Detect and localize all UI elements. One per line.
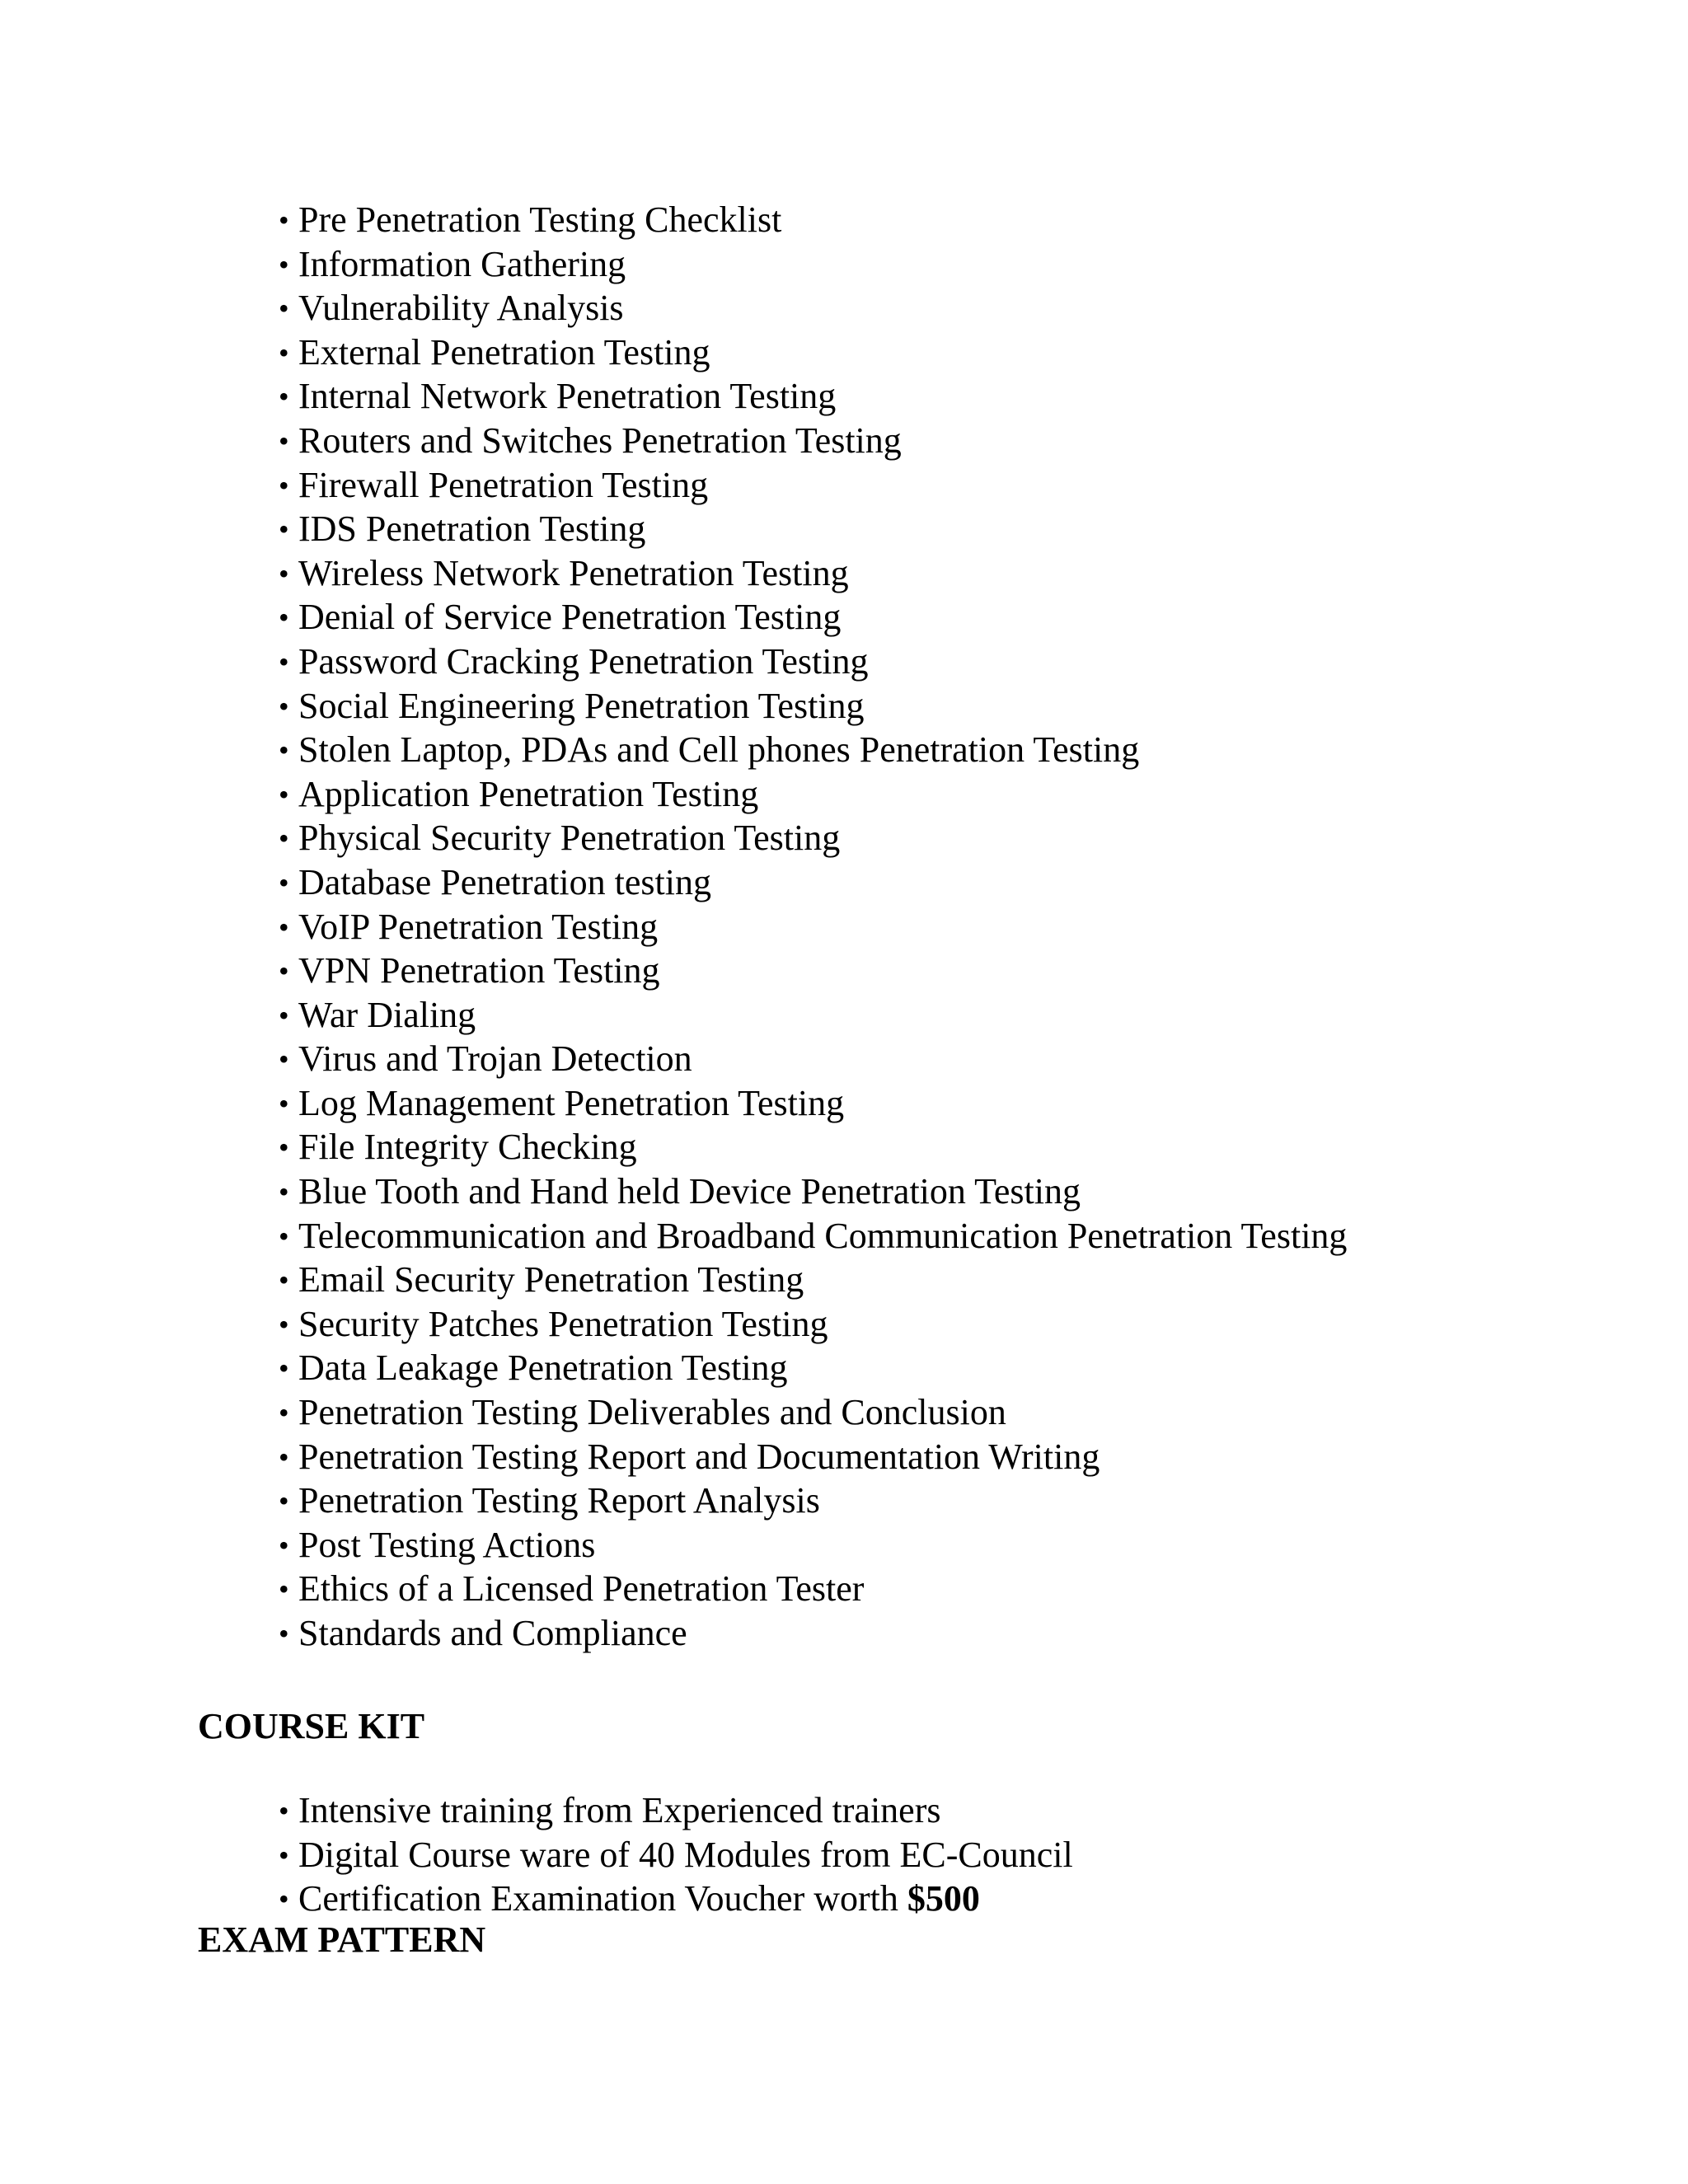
- list-item: [279, 905, 1347, 949]
- bullet-icon: •: [279, 644, 289, 678]
- bullet-icon: •: [279, 247, 289, 281]
- list-item: [279, 1877, 1073, 1921]
- list-item: [279, 1258, 1347, 1302]
- list-item-text: Telecommunication and Broadband Communication Penetration Testing: [298, 1215, 1348, 1256]
- list-item: [279, 1479, 1347, 1523]
- bullet-icon: •: [279, 1794, 289, 1827]
- list-item: [279, 463, 1347, 508]
- course-topics-list: [279, 198, 1347, 1656]
- bullet-icon: •: [279, 1484, 289, 1518]
- list-item: [279, 1037, 1347, 1081]
- bullet-icon: •: [279, 380, 289, 414]
- bullet-icon: •: [279, 733, 289, 767]
- exam-pattern-heading: EXAM PATTERN: [198, 1919, 486, 1960]
- list-item: [279, 1833, 1073, 1877]
- list-item: [279, 772, 1347, 817]
- list-item: [279, 419, 1347, 463]
- bullet-icon: •: [279, 424, 289, 457]
- bullet-icon: •: [279, 1396, 289, 1430]
- bullet-icon: •: [279, 1131, 289, 1165]
- list-item-text: Penetration Testing Report and Documentation Writing: [298, 1436, 1100, 1477]
- list-item-text: Social Engineering Penetration Testing: [298, 685, 865, 726]
- list-item: [279, 551, 1347, 596]
- list-item: [279, 816, 1347, 860]
- list-item: [279, 330, 1347, 375]
- list-item: [279, 993, 1347, 1038]
- list-item: [279, 684, 1347, 729]
- list-item: [279, 507, 1347, 551]
- list-item: [279, 1081, 1347, 1126]
- list-item-text: IDS Penetration Testing: [298, 509, 646, 550]
- list-item-text: External Penetration Testing: [298, 331, 710, 373]
- bullet-icon: •: [279, 1838, 289, 1872]
- bullet-icon: •: [279, 777, 289, 811]
- list-item-text: Routers and Switches Penetration Testing: [298, 419, 902, 461]
- list-item-text: Virus and Trojan Detection: [298, 1038, 692, 1080]
- bullet-icon: •: [279, 1352, 289, 1385]
- bullet-icon: •: [279, 468, 289, 502]
- bullet-icon: •: [279, 865, 289, 899]
- bullet-icon: •: [279, 513, 289, 546]
- list-item-text: Stolen Laptop, PDAs and Cell phones Penetration Testing: [298, 729, 1140, 771]
- bullet-icon: •: [279, 1043, 289, 1076]
- bullet-icon: •: [279, 1617, 289, 1650]
- bullet-icon: •: [279, 335, 289, 369]
- bullet-icon: •: [279, 1572, 289, 1606]
- voucher-amount: $500: [907, 1878, 980, 1919]
- bullet-icon: •: [279, 1263, 289, 1297]
- list-item-text: Data Leakage Penetration Testing: [298, 1347, 788, 1389]
- list-item-text: Pre Penetration Testing Checklist: [298, 199, 782, 240]
- list-item: [279, 1390, 1347, 1435]
- list-item: [279, 1611, 1347, 1656]
- list-item: [279, 595, 1347, 640]
- list-item-text: War Dialing: [298, 994, 476, 1035]
- bullet-icon: •: [279, 822, 289, 855]
- list-item-text: Internal Network Penetration Testing: [298, 376, 837, 417]
- list-item-text: Email Security Penetration Testing: [298, 1259, 804, 1301]
- list-item: [279, 1302, 1347, 1347]
- list-item: [279, 1788, 1073, 1833]
- list-item-text: Post Testing Actions: [298, 1524, 596, 1565]
- list-item-text: Password Cracking Penetration Testing: [298, 640, 869, 682]
- list-item-text: Vulnerability Analysis: [298, 288, 624, 329]
- bullet-icon: •: [279, 1175, 289, 1209]
- list-item-text: Log Management Penetration Testing: [298, 1082, 845, 1123]
- list-item: [279, 949, 1347, 993]
- bullet-icon: •: [279, 954, 289, 988]
- bullet-icon: •: [279, 910, 289, 944]
- list-item-text: Security Patches Penetration Testing: [298, 1303, 828, 1344]
- bullet-icon: •: [279, 204, 289, 237]
- list-item: [279, 860, 1347, 905]
- list-item: [279, 728, 1347, 772]
- bullet-icon: •: [279, 998, 289, 1032]
- bullet-icon: •: [279, 1440, 289, 1474]
- list-item: [279, 1169, 1347, 1214]
- list-item: [279, 286, 1347, 330]
- list-item-text: Penetration Testing Report Analysis: [298, 1480, 820, 1521]
- list-item: [279, 198, 1347, 242]
- list-item-text: Database Penetration testing: [298, 861, 711, 902]
- list-item-text: File Integrity Checking: [298, 1127, 637, 1168]
- list-item-text: Application Penetration Testing: [298, 773, 759, 814]
- list-item-text: Firewall Penetration Testing: [298, 464, 709, 505]
- list-item: [279, 374, 1347, 419]
- list-item-text: Standards and Compliance: [298, 1613, 687, 1653]
- list-item-text: VoIP Penetration Testing: [298, 906, 659, 947]
- bullet-icon: •: [279, 1528, 289, 1562]
- list-item: [279, 1567, 1347, 1611]
- list-item-text: Intensive training from Experienced trainers: [298, 1790, 941, 1830]
- list-item-text: VPN Penetration Testing: [298, 950, 660, 991]
- bullet-icon: •: [279, 292, 289, 326]
- list-item: [279, 640, 1347, 684]
- course-kit-list: [279, 1788, 1073, 1921]
- list-item: [279, 1214, 1347, 1258]
- bullet-icon: •: [279, 689, 289, 723]
- list-item-text: Wireless Network Penetration Testing: [298, 552, 849, 593]
- bullet-icon: •: [279, 1086, 289, 1120]
- list-item: [279, 242, 1347, 287]
- list-item-text: Information Gathering: [298, 243, 626, 284]
- list-item-text: Digital Course ware of 40 Modules from EC-Council: [298, 1834, 1073, 1875]
- list-item: [279, 1523, 1347, 1568]
- bullet-icon: •: [279, 1307, 289, 1341]
- voucher-text: Certification Examination Voucher worth: [298, 1878, 907, 1919]
- bullet-icon: •: [279, 1882, 289, 1916]
- bullet-icon: •: [279, 601, 289, 635]
- list-item: [279, 1125, 1347, 1169]
- list-item-text: Denial of Service Penetration Testing: [298, 597, 842, 638]
- list-item-text: Physical Security Penetration Testing: [298, 818, 841, 859]
- course-kit-heading: COURSE KIT: [198, 1706, 425, 1746]
- bullet-icon: •: [279, 556, 289, 590]
- bullet-icon: •: [279, 1219, 289, 1253]
- list-item-text: Blue Tooth and Hand held Device Penetration Testing: [298, 1171, 1081, 1212]
- list-item: [279, 1346, 1347, 1390]
- list-item: [279, 1435, 1347, 1479]
- list-item-text: Ethics of a Licensed Penetration Tester: [298, 1568, 865, 1610]
- list-item-text: Penetration Testing Deliverables and Conclusion: [298, 1392, 1006, 1433]
